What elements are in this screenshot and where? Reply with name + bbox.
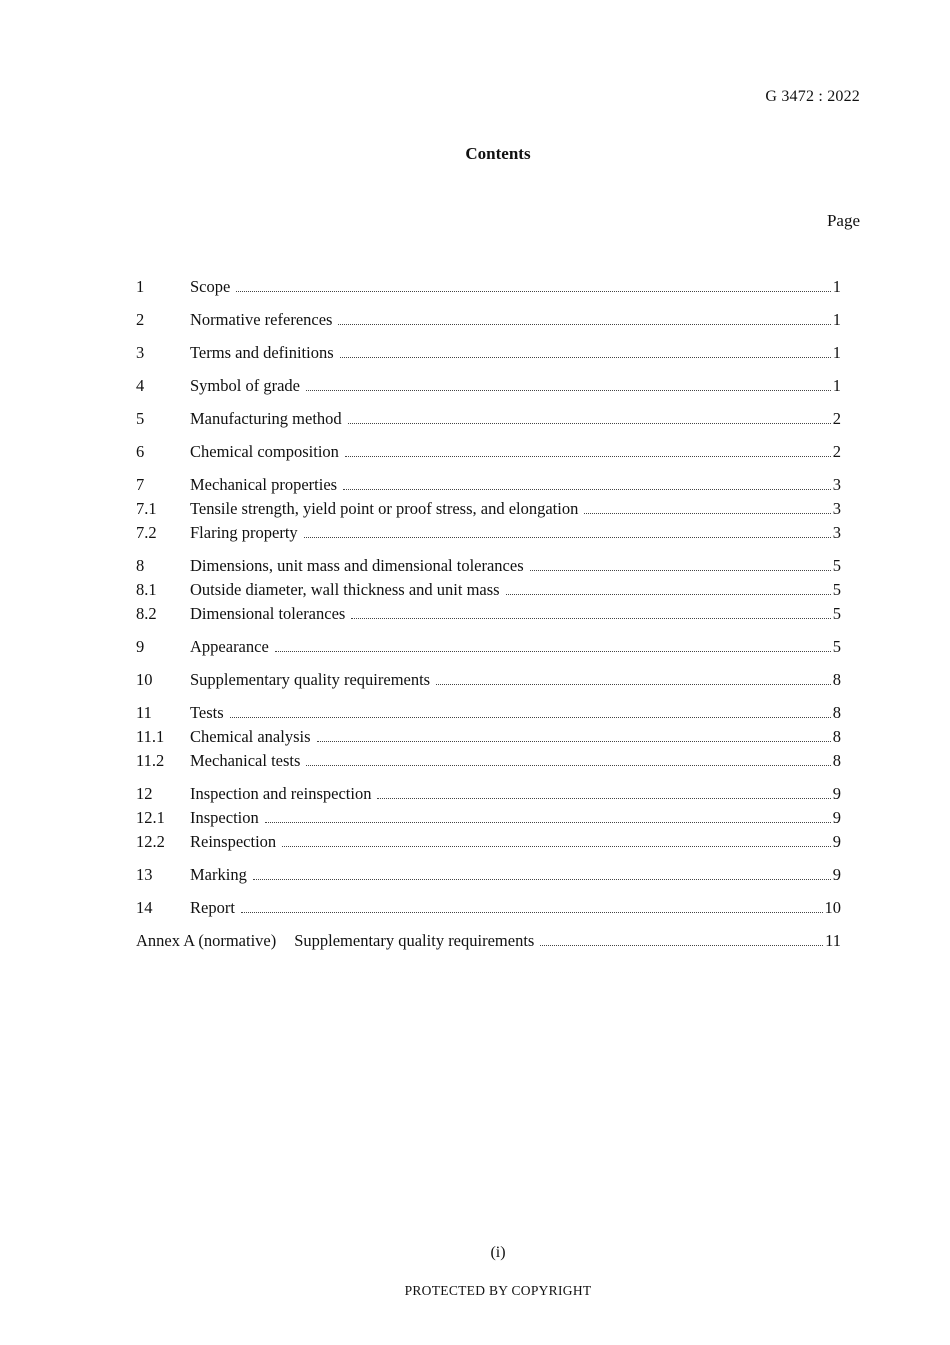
toc-entry-symbol-of-grade[interactable] (136, 376, 841, 400)
dot-leader (253, 879, 831, 880)
toc-entry-report[interactable] (136, 898, 841, 922)
toc-entry-tests[interactable] (136, 703, 841, 727)
dot-leader (304, 537, 831, 538)
toc-entry-title: Scope (190, 277, 231, 296)
toc-group (136, 442, 841, 466)
toc-entry-number: 14 (136, 898, 153, 917)
annex-label: Annex A (normative) (136, 931, 277, 950)
toc-entry-number: 12.2 (136, 832, 165, 851)
toc-entry-tensile-strength[interactable] (136, 499, 841, 523)
toc-entry-number: 4 (136, 376, 145, 395)
toc-group (136, 556, 841, 628)
toc-entry-page: 3 (832, 475, 841, 494)
toc-entry-number: 12 (136, 784, 153, 803)
page-title: Contents (465, 144, 531, 163)
toc-group (136, 277, 841, 301)
toc-entry-title: Inspection and reinspection (190, 784, 372, 803)
page-column-label: Page (826, 211, 860, 230)
dot-leader (282, 846, 831, 847)
toc-entry-page: 8 (832, 727, 841, 746)
toc-entry-dimensions[interactable] (136, 556, 841, 580)
copyright-notice: PROTECTED BY COPYRIGHT (404, 1283, 592, 1298)
toc-entry-page: 5 (832, 556, 841, 575)
toc-entry-title: Reinspection (190, 832, 277, 851)
toc-entry-number: 11.1 (136, 727, 165, 746)
toc-entry-page: 5 (832, 604, 841, 623)
toc-entry-page: 8 (832, 751, 841, 770)
toc-group (136, 376, 841, 400)
dot-leader (338, 324, 830, 325)
toc-entry-page: 10 (824, 898, 841, 917)
dot-leader (317, 741, 831, 742)
toc-entry-title: Supplementary quality requirements (190, 670, 431, 689)
toc-entry-number: 3 (136, 343, 145, 362)
toc-entry-page: 3 (832, 523, 841, 542)
dot-leader (530, 570, 831, 571)
toc-entry-title: Marking (190, 865, 247, 884)
toc-entry-title: Report (190, 898, 235, 917)
toc-group (136, 784, 841, 856)
toc-entry-page: 2 (832, 442, 841, 461)
dot-leader (306, 390, 831, 391)
toc-entry-page: 1 (832, 310, 841, 329)
toc-entry-title: Outside diameter, wall thickness and unit mass (190, 580, 500, 599)
toc-entry-number: 8.2 (136, 604, 157, 623)
dot-leader (540, 945, 823, 946)
toc-entry-number: 9 (136, 637, 145, 656)
dot-leader (265, 822, 831, 823)
toc-entry-annex-a[interactable] (136, 931, 841, 955)
toc-entry-chemical-composition[interactable] (136, 442, 841, 466)
toc-group (136, 310, 841, 334)
dot-leader (377, 798, 830, 799)
toc-group (136, 475, 841, 547)
toc-entry-scope[interactable] (136, 277, 841, 301)
toc-entry-number: 13 (136, 865, 153, 884)
toc-entry-title: Supplementary quality requirements (294, 931, 535, 950)
toc-entry-page: 9 (832, 832, 841, 851)
toc-group (136, 865, 841, 889)
toc-entry-title: Normative references (190, 310, 333, 329)
toc-entry-marking[interactable] (136, 865, 841, 889)
toc-group (136, 637, 841, 661)
toc-entry-page: 1 (832, 376, 841, 395)
dot-leader (506, 594, 831, 595)
table-of-contents (136, 277, 841, 964)
toc-group (136, 703, 841, 775)
toc-entry-mechanical-properties[interactable] (136, 475, 841, 499)
toc-entry-page: 1 (832, 343, 841, 362)
toc-entry-chemical-analysis[interactable] (136, 727, 841, 751)
toc-entry-page: 11 (825, 931, 841, 950)
toc-entry-page: 9 (832, 784, 841, 803)
dot-leader (351, 618, 830, 619)
toc-entry-title: Inspection (190, 808, 259, 827)
toc-entry-title: Flaring property (190, 523, 298, 542)
toc-entry-page: 9 (832, 865, 841, 884)
toc-entry-number: 5 (136, 409, 145, 428)
toc-entry-page: 3 (832, 499, 841, 518)
document-code: G 3472 : 2022 (765, 88, 860, 105)
toc-entry-number: 2 (136, 310, 145, 329)
toc-entry-number: 11 (136, 703, 152, 722)
toc-entry-title: Tests (190, 703, 224, 722)
toc-entry-title: Appearance (190, 637, 269, 656)
toc-entry-inspection-and-reinspection[interactable] (136, 784, 841, 808)
dot-leader (230, 717, 831, 718)
toc-entry-page: 9 (832, 808, 841, 827)
toc-entry-normative-references[interactable] (136, 310, 841, 334)
footer-page-number: (i) (490, 1244, 506, 1261)
toc-entry-title: Chemical analysis (190, 727, 311, 746)
toc-entry-inspection[interactable] (136, 808, 841, 832)
toc-group (136, 343, 841, 367)
toc-entry-page: 2 (832, 409, 841, 428)
toc-entry-title: Terms and definitions (190, 343, 334, 362)
toc-entry-number: 7.2 (136, 523, 157, 542)
toc-entry-page: 8 (832, 703, 841, 722)
toc-group (136, 409, 841, 433)
toc-entry-number: 12.1 (136, 808, 165, 827)
toc-entry-supplementary-quality[interactable] (136, 670, 841, 694)
toc-entry-number: 6 (136, 442, 145, 461)
toc-entry-page: 5 (832, 637, 841, 656)
toc-entry-number: 7.1 (136, 499, 157, 518)
toc-entry-title: Mechanical tests (190, 751, 301, 770)
toc-group (136, 670, 841, 694)
dot-leader (348, 423, 831, 424)
toc-entry-number: 8 (136, 556, 145, 575)
toc-entry-title: Tensile strength, yield point or proof stress, and elongation (190, 499, 579, 518)
toc-entry-page: 1 (832, 277, 841, 296)
toc-entry-number: 8.1 (136, 580, 157, 599)
toc-group (136, 931, 841, 955)
toc-entry-flaring-property[interactable] (136, 523, 841, 547)
toc-entry-number: 1 (136, 277, 145, 296)
toc-entry-page: 8 (832, 670, 841, 689)
toc-entry-title: Dimensional tolerances (190, 604, 346, 623)
dot-leader (343, 489, 831, 490)
dot-leader (236, 291, 830, 292)
toc-entry-page: 5 (832, 580, 841, 599)
toc-entry-number: 11.2 (136, 751, 165, 770)
dot-leader (584, 513, 830, 514)
dot-leader (340, 357, 831, 358)
toc-entry-number: 10 (136, 670, 153, 689)
dot-leader (275, 651, 831, 652)
toc-entry-mechanical-tests[interactable] (136, 751, 841, 775)
toc-entry-reinspection[interactable] (136, 832, 841, 856)
toc-entry-title: Dimensions, unit mass and dimensional tolerances (190, 556, 524, 575)
toc-entry-title: Symbol of grade (190, 376, 300, 395)
toc-entry-title: Manufacturing method (190, 409, 342, 428)
toc-entry-manufacturing-method[interactable] (136, 409, 841, 433)
dot-leader (241, 912, 823, 913)
toc-entry-number: 7 (136, 475, 145, 494)
toc-entry-title: Chemical composition (190, 442, 339, 461)
dot-leader (345, 456, 831, 457)
dot-leader (436, 684, 831, 685)
toc-entry-title: Mechanical properties (190, 475, 338, 494)
toc-entry-appearance[interactable] (136, 637, 841, 661)
toc-group (136, 898, 841, 922)
toc-entry-outside-diameter[interactable] (136, 580, 841, 604)
toc-entry-terms-and-definitions[interactable] (136, 343, 841, 367)
toc-entry-dimensional-tolerances[interactable] (136, 604, 841, 628)
dot-leader (306, 765, 830, 766)
